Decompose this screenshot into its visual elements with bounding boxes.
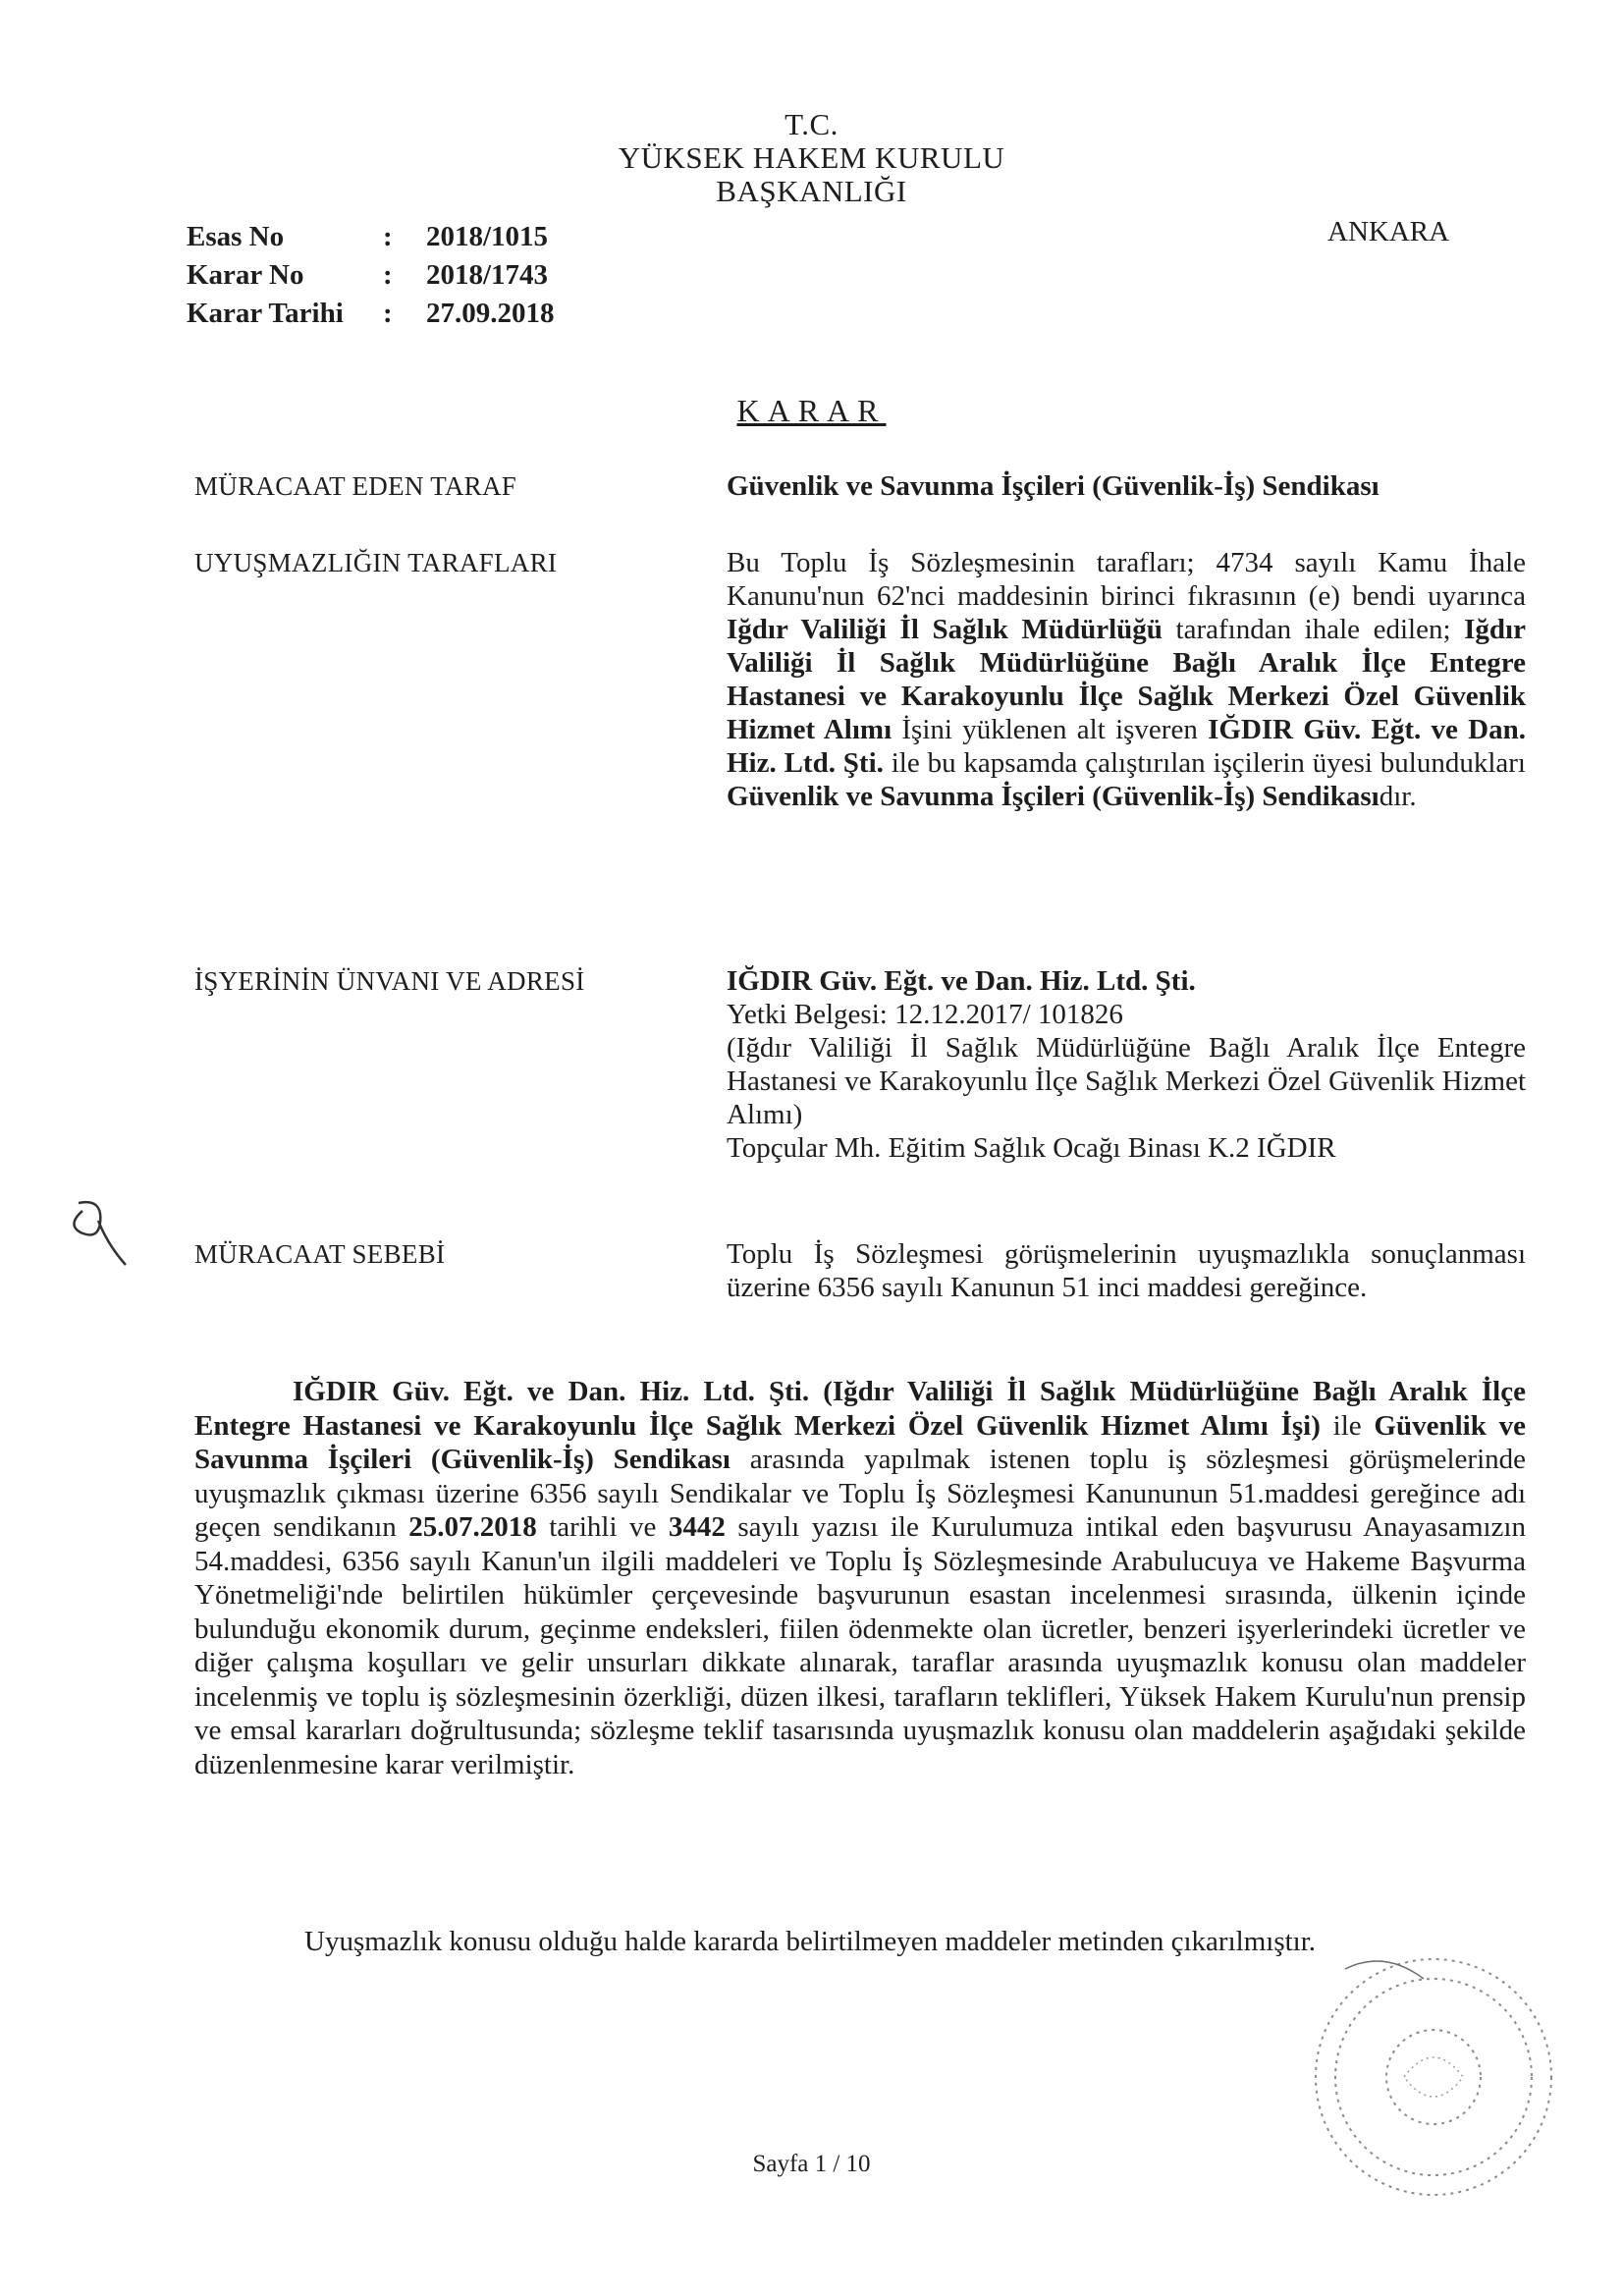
paragraph-text-3: tarihli ve (536, 1511, 669, 1543)
applicant-label: MÜRACAAT EDEN TARAF (194, 471, 517, 501)
official-seal-icon (1286, 1930, 1581, 2224)
paragraph-text-2: arasında yapılmak istenen toplu iş sözleşmesi görüşmelerinde uyuşmazlık çıkması üzerine 6356 sayılı Sendikalar ve Toplu İş Sözleşmesi Kanununun 51.maddesi gereğince adı geçen sendikanın (194, 1444, 1526, 1543)
reason-label: MÜRACAAT SEBEBİ (194, 1239, 446, 1269)
reason-value: Toplu İş Sözleşmesi görüşmelerinin uyuşmazlıkla sonuçlanması üzerine 6356 sayılı Kanunun 51 inci maddesi gereğince. (727, 1238, 1526, 1303)
applicant-value: Güvenlik ve Savunma İşçileri (Güvenlik-İş) Sendikası (727, 470, 1380, 502)
workplace-name: IĞDIR Güv. Eğt. ve Dan. Hiz. Ltd. Şti. (727, 965, 1196, 997)
parties-text-2: tarafından ihale edilen; (1162, 614, 1465, 645)
document-header (0, 108, 1623, 208)
header-tc: T.C. (784, 107, 839, 141)
paragraph-text-1: ile (1320, 1409, 1375, 1442)
page-number: Sayfa 1 / 10 (752, 2151, 871, 2177)
parties-text-4: ile bu kapsamda çalıştırılan işçilerin üyesi bulundukları (883, 747, 1526, 779)
header-presidency: BAŞKANLIĞI (716, 174, 907, 208)
city: ANKARA (1327, 216, 1450, 247)
parties-authority: Iğdır Valiliği İl Sağlık Müdürlüğü (727, 614, 1163, 645)
paragraph-date: 25.07.2018 (408, 1511, 537, 1543)
parties-employer: IĞDIR Güv. Eğt. ve Dan. Hiz. Ltd. Şti. (727, 714, 1527, 779)
closing-text: Uyuşmazlık konusu olduğu halde kararda belirtilmeyen maddeler metinden çıkarılmıştır. (304, 1926, 1317, 1957)
esas-row (187, 218, 555, 256)
parties-text-5: dır. (1379, 781, 1417, 812)
esas-label: Esas No (187, 221, 285, 252)
karar-value: 2018/1743 (426, 259, 549, 291)
parties-text-3: İşini yüklenen alt işveren (892, 714, 1209, 745)
paragraph-employer: IĞDIR Güv. Eğt. ve Dan. Hiz. Ltd. Şti. (Iğdır Valiliği İl Sağlık Müdürlüğüne Bağlı Aralık İlçe Entegre Hastanesi ve Karakoyunlu İlçe Sağlık Merkezi Özel Güvenlik Hizmet Alımı İşi) (194, 1376, 1526, 1442)
parties-label: UYUŞMAZLIĞIN TARAFLARI (194, 548, 558, 577)
parties-service: Iğdır Valiliği İl Sağlık Müdürlüğüne Bağlı Aralık İlçe Entegre Hastanesi ve Karakoyunlu İlçe Sağlık Merkezi Özel Güvenlik Hizmet Alımı (727, 614, 1526, 745)
karar-label: Karar No (187, 259, 304, 291)
section-parties (194, 546, 1526, 813)
paragraph-number: 3442 (668, 1511, 726, 1543)
parties-union: Güvenlik ve Savunma İşçileri (Güvenlik-İş) Sendikası (727, 781, 1380, 812)
karar-row (187, 256, 555, 295)
section-applicant (194, 469, 1526, 503)
tarih-separator: : (383, 298, 393, 329)
paragraph-text-4: sayılı yazısı ile Kurulumuza intikal eden başvurusu Anayasamızın 54.maddesi, 6356 sayılı Kanun'un ilgili maddeleri ve Toplu İş Sözleşmesinde Arabulucuya ve Hakeme Başvurma Yönetmeliği'nde belirtilen hükümler çerçevesinde başvurunun esastan incelenmesi sırasında, ülkenin içinde bulunduğu ekonomik durum, geçinme endeksleri, fiilen ödenmekte olan ücretler, benzeri işyerlerindeki ücretler ve diğer çalışma koşulları ve gelir unsurları dikkate alınarak, taraflar arasında uyuşmazlık konusu olan maddeler incelenmiş ve toplu iş sözleşmesinin özerkliği, düzen ilkesi, tarafların teklifleri, Yüksek Hakem Kurulu'nun prensip ve emsal kararları doğrultusunda; sözleşme teklif tasarısında uyuşmazlık konusu olan maddelerin aşağıdaki şekilde düzenlenmesine karar verilmiştir. (194, 1511, 1526, 1780)
esas-value: 2018/1015 (426, 221, 549, 252)
section-reason (194, 1237, 1526, 1304)
esas-separator: : (383, 221, 393, 252)
decision-title: KARAR (736, 393, 887, 428)
workplace-description: (Iğdır Valiliği İl Sağlık Müdürlüğüne Bağlı Aralık İlçe Entegre Hastanesi ve Karakoyunlu İlçe Sağlık Merkezi Özel Güvenlik Hizmet Alımı) (727, 1032, 1526, 1130)
karar-separator: : (383, 259, 393, 291)
margin-handwritten-mark-icon (59, 1193, 128, 1272)
case-meta (187, 218, 555, 333)
tarih-label: Karar Tarihi (187, 298, 344, 329)
workplace-details (727, 964, 1526, 1165)
decision-paragraph (194, 1375, 1526, 1781)
tarih-value: 27.09.2018 (426, 298, 555, 329)
section-workplace (194, 964, 1526, 1165)
paragraph-union: Güvenlik ve Savunma İşçileri (Güvenlik-İş) Sendikası (194, 1409, 1526, 1475)
workplace-address: Topçular Mh. Eğitim Sağlık Ocağı Binası K.2 IĞDIR (727, 1132, 1336, 1164)
parties-text-1: Bu Toplu İş Sözleşmesinin tarafları; 4734 sayılı Kamu İhale Kanunu'nun 62'nci maddesinin birinci fıkrasının (e) bendi uyarınca (727, 547, 1526, 612)
parties-text (727, 546, 1526, 813)
tarih-row (187, 295, 555, 333)
workplace-license: Yetki Belgesi: 12.12.2017/ 101826 (727, 999, 1123, 1030)
workplace-label: İŞYERİNİN ÜNVANI VE ADRESİ (194, 966, 585, 996)
header-institution: YÜKSEK HAKEM KURULU (618, 140, 1005, 175)
